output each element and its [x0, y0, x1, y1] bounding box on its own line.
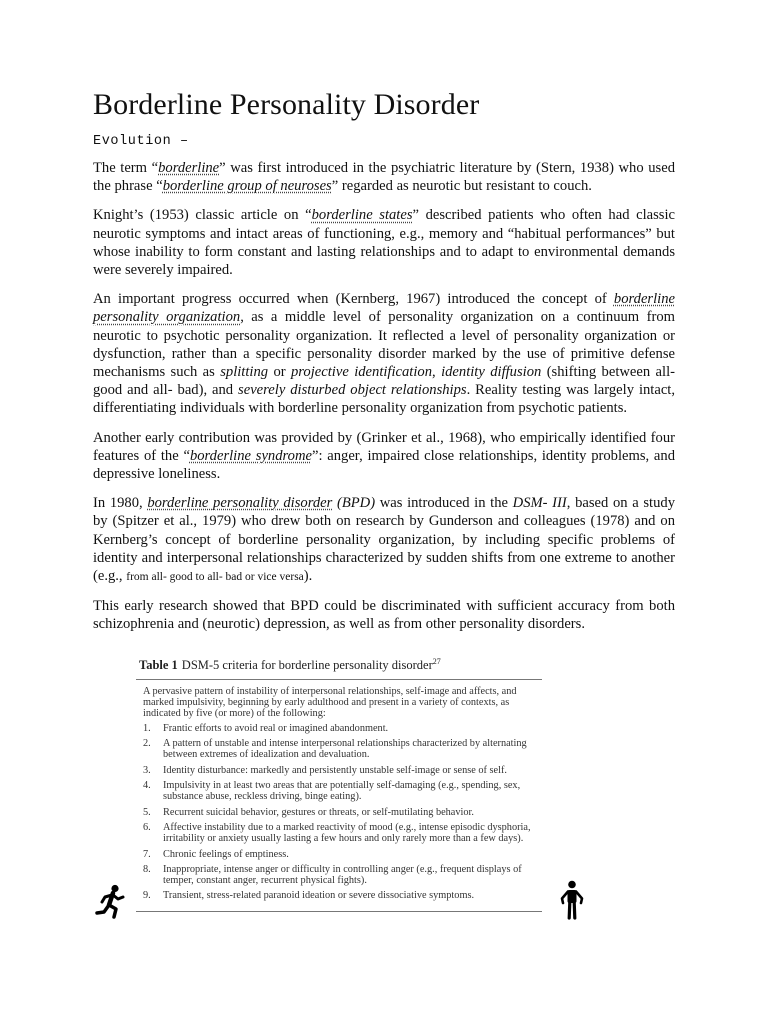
section-subtitle: Evolution – [93, 134, 189, 149]
paragraph-1: The term “borderline” was first introduced in the psychiatric literature by (Stern, 1938) who used the phrase “borderline group of neuroses” regarded as neurotic but resistant to couch. [93, 160, 675, 195]
paragraph-2: Knight’s (1953) classic article on “borderline states” described patients who often had classic neurotic symptoms and intact areas of functioning, e.g., memory and “habitual performances” but whose inability to form constant and lasting relationships and to adapt to environmental demands were severely impaired. [93, 207, 675, 279]
term-bpd-abbrev: (BPD) [332, 495, 376, 512]
term-borderline-group: borderline group of neuroses [162, 178, 332, 195]
term-borderline-syndrome: borderline syndrome [189, 447, 312, 464]
small-note: from all- good to all- bad or vice versa [126, 571, 304, 584]
paragraph-4: Another early contribution was provided by (Grinker et al., 1968), who empirically identified four features of the “borderline syndrome”: anger, impaired close relationships, identity problems, and depressive loneliness. [93, 429, 675, 483]
table-row: 2. A pattern of unstable and intense interpersonal relationships characterized by alternating between extremes of idealization and devaluation. [143, 738, 527, 760]
table-body [136, 680, 542, 912]
term-splitting: splitting [220, 364, 269, 381]
table-row: 7. Chronic feelings of emptiness. [143, 848, 289, 860]
paragraph-5: In 1980, borderline personality disorder (BPD) was introduced in the DSM- III, based on a study by (Spitzer et al., 1979) who drew both on research by Gunderson and colleagues (1978) and on Kernberg’s concept of borderline personality organization, by including specific problems of identity and interpersonal relationships characterized by sudden shifts from one extreme to another (e.g., from all- good to all- bad or vice versa). [93, 495, 676, 585]
table-row: 3. Identity disturbance: markedly and persistently unstable self-image or sense of self. [143, 764, 507, 776]
term-borderline-personality-organization: borderline personality organization [93, 291, 675, 326]
table-title: Table 1 DSM-5 criteria for borderline personality disorder$^{27}$ [136, 657, 542, 680]
table-row: 9. Transient, stress-related paranoid ideation or severe dissociative symptoms. [143, 890, 475, 902]
running-person-icon [94, 884, 128, 920]
table-row: 1. Frantic efforts to avoid real or imagined abandonment. [143, 722, 389, 734]
table-intro: A pervasive pattern of instability of interpersonal relationships, self-image and affects, and marked impulsivity, beginning by early adulthood and present in a variety of contexts, as indicated by five (or more) of the following: [143, 686, 517, 719]
table-row: 4. Impulsivity in at least two areas that are potentially self-damaging (e.g., spending, sex, substance abuse, reckless driving, binge eating). [143, 780, 521, 802]
table-row: 5. Recurrent suicidal behavior, gestures or threats, or self-mutilating behavior. [143, 806, 474, 818]
criteria-table [136, 657, 542, 912]
standing-person-icon [557, 880, 587, 920]
document-page [93, 86, 675, 645]
term-identity-diffusion: identity diffusion [441, 364, 542, 381]
term-object-relationships: severely disturbed object relationships [238, 382, 467, 399]
paragraph-6: This early research showed that BPD could be discriminated with sufficient accuracy from both schizophrenia and (neurotic) depression, as well as from other personality disorders. [93, 598, 675, 633]
table-label: Table 1 [139, 658, 178, 673]
term-dsm-iii: DSM- III [512, 495, 567, 512]
table-row: 6. Affective instability due to a marked reactivity of mood (e.g., intense episodic dysphoria, irritability or anxiety usually lasting a few hours and only rarely more than a few days). [143, 822, 531, 844]
paragraph-3: An important progress occurred when (Kernberg, 1967) introduced the concept of borderline personality organization, as a middle level of personality organization on a continuum from neurotic to psychotic personality organization. It reflected a level of personality organization or dysfunction, rather than a specific personality disorder marked by the use of primitive defense mechanisms such as splitting or projective identification, identity diffusion (shifting between all- good and all- bad), and severely disturbed object relationships. Reality testing was largely intact, differentiating individuals with borderline personality organization from psychotic patients. [93, 291, 676, 417]
term-projective-identification: projective identification [291, 364, 433, 381]
term-borderline-states: borderline states [311, 207, 413, 224]
page-title: Borderline Personality Disorder [93, 88, 480, 121]
term-borderline: borderline [158, 160, 220, 176]
term-bpd: borderline personality disorder [147, 495, 333, 512]
table-ref: 27 [432, 657, 441, 666]
table-row: 8. Inappropriate, intense anger or difficulty in controlling anger (e.g., frequent displays of temper, constant anger, recurrent physical fights). [143, 864, 522, 886]
